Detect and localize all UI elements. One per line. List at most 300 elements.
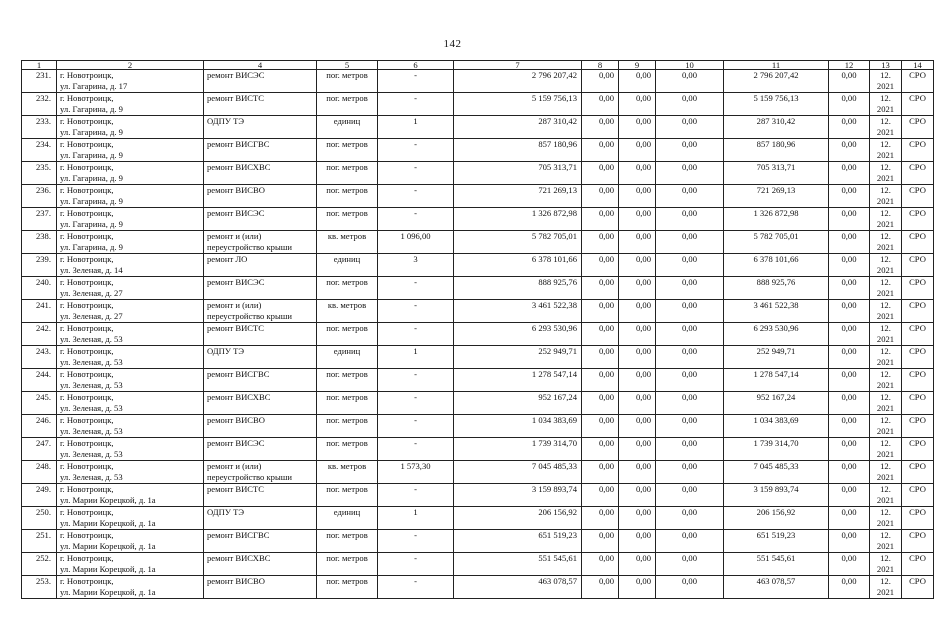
amount-col9-cell (619, 70, 656, 93)
deadline-line-2: 2021 (876, 219, 895, 229)
total-cost-line-1: 3 461 522,38 (531, 300, 577, 310)
amount-col8-line-1: 0,00 (598, 530, 614, 540)
quantity-cell (378, 139, 454, 162)
amount-col11-line-1: 857 180,96 (756, 139, 796, 149)
deadline-cell (870, 461, 902, 484)
amount-col10-cell (656, 484, 724, 507)
source-cell (902, 185, 934, 208)
row-number-line-1: 239. (35, 254, 51, 264)
address-cell (57, 116, 204, 139)
source-line-1: СРО (909, 116, 926, 126)
amount-col12-cell (829, 208, 870, 231)
amount-col11-cell (724, 484, 829, 507)
amount-col10-line-1: 0,00 (681, 484, 698, 494)
row-number-line-1: 232. (35, 93, 51, 103)
source-line-1: СРО (909, 392, 926, 402)
amount-col9-line-1: 0,00 (635, 116, 651, 126)
row-number-cell (22, 346, 57, 369)
source-line-1: СРО (909, 415, 926, 425)
unit-cell (317, 369, 378, 392)
source-line-1: СРО (909, 93, 926, 103)
table-row (22, 70, 934, 93)
amount-col8-cell (582, 507, 619, 530)
quantity-cell (378, 392, 454, 415)
deadline-line-1: 12. (880, 507, 891, 517)
source-cell (902, 231, 934, 254)
deadline-line-2: 2021 (876, 311, 895, 321)
amount-col8-line-1: 0,00 (598, 277, 614, 287)
total-cost-line-1: 287 310,42 (538, 116, 577, 126)
amount-col9-cell (619, 530, 656, 553)
amount-col10-cell (656, 415, 724, 438)
amount-col9-cell (619, 231, 656, 254)
source-line-1: СРО (909, 162, 926, 172)
amount-col9-cell (619, 369, 656, 392)
col-header: 5 (317, 61, 378, 70)
total-cost-cell (454, 139, 582, 162)
amount-col8-line-1: 0,00 (598, 576, 614, 586)
amount-col9-cell (619, 254, 656, 277)
unit-line-1: пог. метров (326, 484, 368, 494)
table-row (22, 139, 934, 162)
work-type-cell (204, 139, 317, 162)
work-type-cell (204, 461, 317, 484)
row-number-cell (22, 323, 57, 346)
row-number-line-1: 252. (35, 553, 51, 563)
amount-col11-line-1: 2 796 207,42 (753, 70, 799, 80)
deadline-line-1: 12. (880, 461, 891, 471)
amount-col9-line-1: 0,00 (635, 208, 651, 218)
source-cell (902, 484, 934, 507)
amount-col10-cell (656, 70, 724, 93)
amount-col8-cell (582, 369, 619, 392)
address-line-2: ул. Марии Корецкой, д. 1а (60, 564, 156, 574)
header-row (22, 61, 934, 70)
address-cell (57, 507, 204, 530)
source-cell (902, 369, 934, 392)
amount-col8-cell (582, 461, 619, 484)
total-cost-line-1: 651 519,23 (538, 530, 577, 540)
source-cell (902, 507, 934, 530)
amount-col12-line-1: 0,00 (841, 553, 857, 563)
amount-col10-cell (656, 438, 724, 461)
row-number-line-1: 236. (35, 185, 51, 195)
source-cell (902, 553, 934, 576)
amount-col8-cell (582, 484, 619, 507)
amount-col10-line-1: 0,00 (681, 530, 698, 540)
source-line-1: СРО (909, 484, 926, 494)
source-line-1: СРО (909, 323, 926, 333)
address-line-2: ул. Гагарина, д. 9 (60, 173, 123, 183)
amount-col10-cell (656, 576, 724, 599)
address-cell (57, 415, 204, 438)
address-line-1: г. Новотроицк, (60, 300, 114, 310)
quantity-cell (378, 300, 454, 323)
quantity-cell (378, 415, 454, 438)
row-number-line-1: 231. (35, 70, 51, 80)
row-number-cell (22, 553, 57, 576)
amount-col11-line-1: 888 925,76 (756, 277, 796, 287)
quantity-line-1: - (414, 415, 417, 425)
address-line-1: г. Новотроицк, (60, 461, 114, 471)
amount-col9-cell (619, 461, 656, 484)
source-cell (902, 208, 934, 231)
amount-col9-cell (619, 553, 656, 576)
address-cell (57, 553, 204, 576)
total-cost-line-1: 206 156,92 (538, 507, 577, 517)
total-cost-line-1: 1 739 314,70 (531, 438, 577, 448)
address-cell (57, 185, 204, 208)
quantity-cell (378, 369, 454, 392)
unit-cell (317, 438, 378, 461)
amount-col8-line-1: 0,00 (598, 507, 614, 517)
deadline-line-2: 2021 (876, 127, 895, 137)
quantity-line-1: - (414, 323, 417, 333)
source-cell (902, 576, 934, 599)
amount-col12-cell (829, 139, 870, 162)
amount-col9-line-1: 0,00 (635, 415, 651, 425)
quantity-line-1: - (414, 484, 417, 494)
row-number-cell (22, 576, 57, 599)
table-row (22, 484, 934, 507)
quantity-cell (378, 70, 454, 93)
amount-col12-line-1: 0,00 (841, 392, 857, 402)
quantity-cell (378, 346, 454, 369)
amount-col12-cell (829, 231, 870, 254)
address-line-2: ул. Зеленая, д. 53 (60, 403, 123, 413)
unit-line-1: пог. метров (326, 162, 368, 172)
amount-col9-line-1: 0,00 (635, 553, 651, 563)
quantity-cell (378, 484, 454, 507)
amount-col9-line-1: 0,00 (635, 369, 651, 379)
source-line-1: СРО (909, 231, 926, 241)
amount-col12-line-1: 0,00 (841, 93, 857, 103)
total-cost-cell (454, 300, 582, 323)
deadline-cell (870, 530, 902, 553)
deadline-line-1: 12. (880, 369, 891, 379)
amount-col10-line-1: 0,00 (681, 392, 698, 402)
unit-line-1: пог. метров (326, 553, 368, 563)
amount-col10-cell (656, 346, 724, 369)
amount-col10-line-1: 0,00 (681, 139, 698, 149)
amount-col11-cell (724, 208, 829, 231)
deadline-cell (870, 553, 902, 576)
row-number-cell (22, 93, 57, 116)
source-cell (902, 415, 934, 438)
amount-col8-cell (582, 277, 619, 300)
work-type-cell (204, 530, 317, 553)
amount-col10-cell (656, 231, 724, 254)
total-cost-cell (454, 162, 582, 185)
source-cell (902, 530, 934, 553)
unit-cell (317, 415, 378, 438)
deadline-line-1: 12. (880, 392, 891, 402)
amount-col9-line-1: 0,00 (635, 70, 651, 80)
amount-col10-line-1: 0,00 (681, 346, 698, 356)
work-type-line-1: ремонт и (или) (207, 300, 262, 310)
deadline-line-1: 12. (880, 530, 891, 540)
amount-col9-cell (619, 484, 656, 507)
col-header: 1 (22, 61, 57, 70)
work-type-line-1: ремонт ВИСХВС (207, 162, 271, 172)
table-row (22, 461, 934, 484)
col-header: 6 (378, 61, 454, 70)
unit-line-1: пог. метров (326, 369, 368, 379)
quantity-line-1: - (414, 369, 417, 379)
total-cost-cell (454, 323, 582, 346)
amount-col12-cell (829, 369, 870, 392)
address-line-1: г. Новотроицк, (60, 185, 114, 195)
address-line-2: ул. Зеленая, д. 53 (60, 357, 123, 367)
unit-line-1: пог. метров (326, 438, 368, 448)
quantity-line-1: - (414, 139, 417, 149)
work-type-line-2: переустройство крыши (207, 242, 292, 252)
source-cell (902, 392, 934, 415)
row-number-cell (22, 185, 57, 208)
address-line-2: ул. Гагарина, д. 9 (60, 242, 123, 252)
unit-cell (317, 484, 378, 507)
table-row (22, 116, 934, 139)
row-number-line-1: 247. (35, 438, 51, 448)
row-number-cell (22, 530, 57, 553)
quantity-line-1: - (414, 300, 417, 310)
deadline-line-2: 2021 (876, 541, 895, 551)
work-type-cell (204, 254, 317, 277)
row-number-cell (22, 415, 57, 438)
quantity-cell (378, 553, 454, 576)
total-cost-cell (454, 392, 582, 415)
deadline-line-2: 2021 (876, 495, 895, 505)
amount-col8-line-1: 0,00 (598, 484, 614, 494)
address-line-1: г. Новотроицк, (60, 162, 114, 172)
amount-col12-line-1: 0,00 (841, 116, 857, 126)
amount-col12-cell (829, 323, 870, 346)
address-cell (57, 576, 204, 599)
source-line-1: СРО (909, 254, 926, 264)
deadline-line-1: 12. (880, 208, 891, 218)
work-type-line-1: ремонт и (или) (207, 231, 262, 241)
address-line-2: ул. Зеленая, д. 14 (60, 265, 123, 275)
amount-col11-cell (724, 162, 829, 185)
quantity-cell (378, 507, 454, 530)
unit-cell (317, 185, 378, 208)
amount-col12-line-1: 0,00 (841, 507, 857, 517)
table-row (22, 392, 934, 415)
total-cost-cell (454, 70, 582, 93)
amount-col10-line-1: 0,00 (681, 553, 698, 563)
amount-col9-cell (619, 415, 656, 438)
quantity-line-1: - (414, 277, 417, 287)
deadline-cell (870, 323, 902, 346)
amount-col9-line-1: 0,00 (635, 231, 651, 241)
total-cost-line-1: 6 293 530,96 (531, 323, 577, 333)
row-number-line-1: 240. (35, 277, 51, 287)
total-cost-cell (454, 185, 582, 208)
deadline-line-2: 2021 (876, 242, 895, 252)
amount-col12-line-1: 0,00 (841, 484, 857, 494)
unit-cell (317, 139, 378, 162)
table-row (22, 231, 934, 254)
amount-col10-line-1: 0,00 (681, 323, 698, 333)
quantity-cell (378, 277, 454, 300)
amount-col8-line-1: 0,00 (598, 461, 614, 471)
row-number-cell (22, 139, 57, 162)
unit-cell (317, 231, 378, 254)
deadline-line-2: 2021 (876, 564, 895, 574)
row-number-cell (22, 484, 57, 507)
amount-col11-line-1: 1 034 383,69 (753, 415, 799, 425)
amount-col8-cell (582, 185, 619, 208)
amount-col10-cell (656, 208, 724, 231)
amount-col8-cell (582, 392, 619, 415)
amount-col8-line-1: 0,00 (598, 300, 614, 310)
unit-line-1: пог. метров (326, 277, 368, 287)
deadline-line-2: 2021 (876, 426, 895, 436)
amount-col10-cell (656, 300, 724, 323)
unit-line-1: пог. метров (326, 576, 368, 586)
quantity-cell (378, 576, 454, 599)
address-line-1: г. Новотроицк, (60, 415, 114, 425)
deadline-line-2: 2021 (876, 334, 895, 344)
amount-col12-line-1: 0,00 (841, 323, 857, 333)
amount-col10-line-1: 0,00 (681, 254, 698, 264)
col-header: 9 (619, 61, 656, 70)
deadline-cell (870, 438, 902, 461)
unit-line-1: пог. метров (326, 392, 368, 402)
source-line-1: СРО (909, 208, 926, 218)
unit-line-1: единиц (333, 116, 361, 126)
total-cost-line-1: 857 180,96 (538, 139, 577, 149)
deadline-cell (870, 346, 902, 369)
address-line-1: г. Новотроицк, (60, 277, 114, 287)
table-row (22, 208, 934, 231)
source-line-1: СРО (909, 461, 926, 471)
row-number-cell (22, 277, 57, 300)
row-number-line-1: 234. (35, 139, 51, 149)
amount-col10-line-1: 0,00 (681, 461, 698, 471)
table-row (22, 507, 934, 530)
amount-col8-line-1: 0,00 (598, 116, 614, 126)
table-row (22, 254, 934, 277)
amount-col9-cell (619, 139, 656, 162)
source-cell (902, 254, 934, 277)
amount-col12-line-1: 0,00 (841, 70, 857, 80)
amount-col12-line-1: 0,00 (841, 369, 857, 379)
total-cost-cell (454, 208, 582, 231)
deadline-line-1: 12. (880, 277, 891, 287)
address-line-2: ул. Гагарина, д. 9 (60, 196, 123, 206)
work-type-line-1: ремонт ВИСГВС (207, 139, 270, 149)
amount-col12-line-1: 0,00 (841, 162, 857, 172)
total-cost-cell (454, 93, 582, 116)
deadline-line-2: 2021 (876, 403, 895, 413)
amount-col11-cell (724, 438, 829, 461)
amount-col8-line-1: 0,00 (598, 93, 614, 103)
amount-col8-cell (582, 300, 619, 323)
amount-col11-line-1: 721 269,13 (756, 185, 796, 195)
deadline-cell (870, 300, 902, 323)
work-type-cell (204, 392, 317, 415)
total-cost-cell (454, 530, 582, 553)
deadline-line-1: 12. (880, 438, 891, 448)
address-cell (57, 484, 204, 507)
amount-col11-cell (724, 300, 829, 323)
amount-col10-cell (656, 323, 724, 346)
amount-col11-line-1: 287 310,42 (756, 116, 796, 126)
col-header: 12 (829, 61, 870, 70)
amount-col9-cell (619, 185, 656, 208)
deadline-cell (870, 185, 902, 208)
amount-col9-cell (619, 300, 656, 323)
deadline-cell (870, 484, 902, 507)
work-type-line-1: ремонт ЛО (207, 254, 248, 264)
address-cell (57, 208, 204, 231)
amount-col9-line-1: 0,00 (635, 139, 651, 149)
deadline-cell (870, 392, 902, 415)
amount-col10-line-1: 0,00 (681, 231, 698, 241)
amount-col11-cell (724, 116, 829, 139)
amount-col11-cell (724, 185, 829, 208)
deadline-line-1: 12. (880, 162, 891, 172)
deadline-line-1: 12. (880, 139, 891, 149)
unit-cell (317, 254, 378, 277)
work-type-cell (204, 162, 317, 185)
address-line-2: ул. Марии Корецкой, д. 1а (60, 518, 156, 528)
address-line-1: г. Новотроицк, (60, 254, 114, 264)
total-cost-line-1: 721 269,13 (538, 185, 577, 195)
total-cost-line-1: 5 159 756,13 (531, 93, 577, 103)
amount-col11-line-1: 252 949,71 (756, 346, 796, 356)
deadline-line-1: 12. (880, 116, 891, 126)
unit-line-1: пог. метров (326, 139, 368, 149)
amount-col10-cell (656, 461, 724, 484)
amount-col8-cell (582, 93, 619, 116)
address-line-2: ул. Зеленая, д. 27 (60, 288, 123, 298)
quantity-line-1: 1 (413, 507, 418, 517)
amount-col10-cell (656, 530, 724, 553)
amount-col8-line-1: 0,00 (598, 208, 614, 218)
amount-col10-line-1: 0,00 (681, 507, 698, 517)
quantity-cell (378, 323, 454, 346)
amount-col12-line-1: 0,00 (841, 461, 857, 471)
amount-col11-line-1: 1 739 314,70 (753, 438, 799, 448)
table-row (22, 415, 934, 438)
source-cell (902, 323, 934, 346)
amount-col12-line-1: 0,00 (841, 438, 857, 448)
page-number: 142 (443, 38, 462, 50)
amount-col11-cell (724, 507, 829, 530)
work-type-cell (204, 116, 317, 139)
amount-col9-cell (619, 162, 656, 185)
work-type-line-1: ремонт ВИСХВС (207, 553, 271, 563)
address-cell (57, 461, 204, 484)
address-line-2: ул. Зеленая, д. 53 (60, 380, 123, 390)
row-number-line-1: 233. (35, 116, 51, 126)
quantity-cell (378, 185, 454, 208)
amount-col8-line-1: 0,00 (598, 162, 614, 172)
amount-col9-line-1: 0,00 (635, 392, 651, 402)
work-type-cell (204, 323, 317, 346)
deadline-line-1: 12. (880, 346, 891, 356)
table-row (22, 323, 934, 346)
deadline-cell (870, 208, 902, 231)
quantity-line-1: - (414, 185, 417, 195)
address-cell (57, 369, 204, 392)
amount-col11-cell (724, 530, 829, 553)
amount-col8-cell (582, 346, 619, 369)
address-line-2: ул. Зеленая, д. 27 (60, 311, 123, 321)
amount-col8-cell (582, 415, 619, 438)
